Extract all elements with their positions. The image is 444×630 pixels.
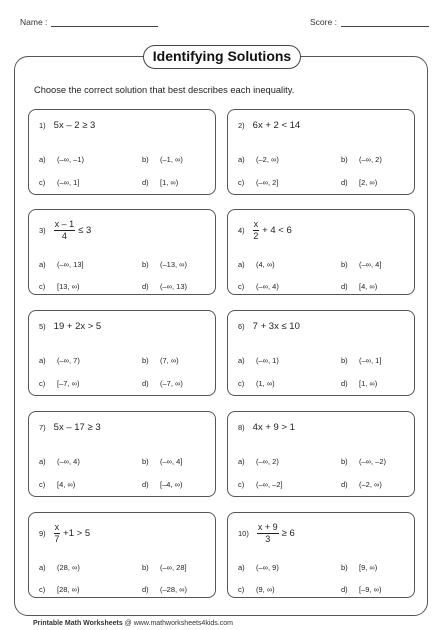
option-d[interactable] [341, 282, 377, 291]
inequality-expression [253, 321, 300, 332]
problem-number: 9) [39, 528, 46, 538]
fraction [257, 523, 279, 544]
option-c[interactable] [39, 480, 75, 489]
option-value: (–∞, 1] [359, 356, 382, 365]
option-letter: d) [142, 585, 149, 594]
fraction-denominator: 2 [253, 230, 259, 241]
footer-url: @ www.mathworksheets4kids.com [122, 620, 233, 627]
option-value: (–∞, 2] [256, 178, 279, 187]
option-letter: d) [142, 282, 149, 291]
fraction-denominator: 3 [265, 533, 271, 544]
option-c[interactable] [238, 585, 275, 594]
name-label: Name : [20, 17, 48, 27]
option-value: (–∞, 7) [57, 356, 80, 365]
inequality-rest: +1 > 5 [63, 527, 91, 539]
option-value: [1, ∞) [160, 178, 179, 187]
option-letter: b) [341, 260, 348, 269]
problem-question [238, 215, 408, 245]
problem-card [28, 109, 216, 195]
option-d[interactable] [341, 480, 382, 489]
problem-number: 4) [238, 225, 245, 235]
option-value: (–∞, 28] [160, 563, 187, 572]
fraction-numerator: x – 1 [54, 218, 75, 229]
option-value: (–∞, 4] [160, 457, 183, 466]
fraction [54, 523, 61, 544]
option-value: (–∞, –2] [256, 480, 283, 489]
problem-card [227, 512, 415, 598]
option-value: (–28, ∞) [160, 585, 188, 594]
problem-question [238, 412, 408, 442]
inequality-text: 4x + 9 > 1 [252, 421, 295, 433]
fraction-denominator: 7 [54, 533, 60, 544]
instructions: Choose the correct solution that best describes each inequality. [34, 85, 295, 95]
problem-card [227, 109, 415, 195]
option-value: (–∞, –1) [57, 155, 85, 164]
problem-number: 6) [238, 321, 245, 331]
option-letter: b) [142, 457, 149, 466]
option-letter: c) [39, 178, 46, 187]
option-d[interactable] [142, 379, 183, 388]
option-value: [28, ∞) [57, 585, 80, 594]
option-value: (–∞, 2) [359, 155, 382, 164]
page-title: Identifying Solutions [143, 45, 301, 69]
option-letter: c) [238, 379, 245, 388]
option-d[interactable] [142, 178, 178, 187]
option-value: (1, ∞) [256, 379, 275, 388]
option-letter: c) [39, 480, 46, 489]
inequality-expression [253, 422, 295, 433]
option-a[interactable] [238, 563, 279, 572]
option-letter: c) [238, 480, 245, 489]
option-a[interactable] [238, 155, 279, 164]
footer [33, 620, 233, 627]
option-letter: b) [142, 563, 149, 572]
score-field[interactable] [310, 17, 429, 27]
option-letter: b) [142, 155, 149, 164]
fraction [253, 220, 260, 241]
option-d[interactable] [341, 178, 377, 187]
option-value: [–9, ∞) [359, 585, 382, 594]
fraction-numerator: x + 9 [257, 521, 278, 532]
option-letter: d) [341, 585, 348, 594]
option-letter: d) [341, 379, 348, 388]
option-a[interactable] [39, 563, 80, 572]
problem-card [28, 310, 216, 396]
problem-question [39, 110, 209, 140]
option-letter: a) [39, 356, 46, 365]
problem-number: 5) [39, 321, 46, 331]
option-letter: a) [238, 457, 245, 466]
option-a[interactable] [238, 356, 279, 365]
option-value: [–4, ∞) [160, 480, 183, 489]
option-d[interactable] [341, 585, 381, 594]
option-letter: d) [142, 379, 149, 388]
problem-card [28, 512, 216, 598]
option-letter: d) [142, 480, 149, 489]
option-b[interactable] [341, 563, 377, 572]
inequality-expression [253, 220, 292, 241]
option-value: [2, ∞) [359, 178, 378, 187]
option-value: (–2, ∞) [256, 155, 279, 164]
option-letter: c) [238, 585, 245, 594]
inequality-expression [54, 422, 101, 433]
option-b[interactable] [341, 457, 386, 466]
inequality-text: 6x + 2 < 14 [252, 119, 301, 131]
fraction-denominator: 4 [61, 230, 67, 241]
option-a[interactable] [39, 260, 84, 269]
option-b[interactable] [341, 260, 381, 269]
option-value: [1, ∞) [359, 379, 378, 388]
fraction [54, 220, 76, 241]
option-letter: c) [39, 379, 46, 388]
option-d[interactable] [142, 480, 182, 489]
inequality-expression [54, 120, 96, 131]
option-value: (–∞, 4] [359, 260, 382, 269]
option-d[interactable] [142, 282, 187, 291]
option-value: (7, ∞) [160, 356, 179, 365]
inequality-text: 5x – 2 ≥ 3 [53, 119, 96, 131]
option-c[interactable] [39, 178, 79, 187]
name-line[interactable] [51, 18, 158, 27]
option-letter: c) [39, 585, 46, 594]
option-a[interactable] [39, 155, 84, 164]
option-b[interactable] [142, 563, 187, 572]
option-value: (–2, ∞) [359, 480, 382, 489]
problem-card [227, 310, 415, 396]
option-value: (–13, ∞) [160, 260, 188, 269]
score-line[interactable] [341, 18, 429, 27]
option-value: [9, ∞) [359, 563, 378, 572]
option-value: (9, ∞) [256, 585, 275, 594]
problem-card [28, 209, 216, 295]
inequality-text: 7 + 3x ≤ 10 [252, 320, 300, 332]
problem-card [227, 209, 415, 295]
option-value: [–7, ∞) [57, 379, 80, 388]
option-letter: b) [142, 260, 149, 269]
option-c[interactable] [39, 585, 79, 594]
option-letter: a) [39, 260, 46, 269]
option-value: (28, ∞) [57, 563, 80, 572]
option-letter: b) [341, 356, 348, 365]
option-a[interactable] [238, 457, 279, 466]
option-value: (–1, ∞) [160, 155, 183, 164]
option-c[interactable] [39, 282, 79, 291]
fraction-numerator: x [253, 218, 259, 229]
option-letter: a) [39, 155, 46, 164]
problem-number: 7) [39, 422, 46, 432]
option-b[interactable] [341, 155, 382, 164]
problem-card [227, 411, 415, 497]
option-c[interactable] [238, 379, 275, 388]
option-b[interactable] [142, 356, 179, 365]
problem-number: 3) [39, 225, 46, 235]
option-value: (–∞, 13) [160, 282, 188, 291]
inequality-expression [257, 523, 295, 544]
option-b[interactable] [142, 260, 187, 269]
option-letter: d) [341, 282, 348, 291]
option-letter: c) [238, 282, 245, 291]
option-value: (–7, ∞) [160, 379, 183, 388]
problem-number: 1) [39, 120, 46, 130]
option-letter: a) [39, 563, 46, 572]
problem-number: 8) [238, 422, 245, 432]
problem-question [39, 412, 209, 442]
option-value: (–∞, 4) [256, 282, 279, 291]
option-letter: d) [341, 178, 348, 187]
score-label: Score : [310, 17, 337, 27]
option-d[interactable] [142, 585, 187, 594]
inequality-rest: ≥ 6 [281, 527, 295, 539]
option-letter: d) [142, 178, 149, 187]
inequality-expression [253, 120, 301, 131]
option-value: (–∞, –2) [359, 457, 387, 466]
option-letter: b) [142, 356, 149, 365]
option-b[interactable] [142, 155, 183, 164]
inequality-expression [54, 321, 102, 332]
option-value: [4, ∞) [359, 282, 378, 291]
option-value: (–∞, 1] [57, 178, 80, 187]
problem-question [39, 311, 209, 341]
option-value: (4, ∞) [256, 260, 275, 269]
option-letter: a) [238, 563, 245, 572]
option-d[interactable] [341, 379, 377, 388]
problem-question [238, 110, 408, 140]
option-letter: b) [341, 155, 348, 164]
option-letter: a) [238, 260, 245, 269]
option-letter: d) [341, 480, 348, 489]
option-b[interactable] [341, 356, 381, 365]
option-letter: a) [238, 356, 245, 365]
option-value: [13, ∞) [57, 282, 80, 291]
option-letter: a) [238, 155, 245, 164]
option-c[interactable] [238, 282, 279, 291]
option-letter: c) [39, 282, 46, 291]
problem-question [39, 215, 209, 245]
inequality-expression [54, 523, 90, 544]
footer-brand: Printable Math Worksheets [33, 620, 123, 627]
option-c[interactable] [39, 379, 79, 388]
problem-card [28, 411, 216, 497]
option-letter: b) [341, 457, 348, 466]
option-c[interactable] [238, 178, 278, 187]
option-b[interactable] [142, 457, 182, 466]
inequality-text: 19 + 2x > 5 [53, 320, 102, 332]
option-value: (–∞, 1) [256, 356, 279, 365]
option-value: (–∞, 4) [57, 457, 80, 466]
option-letter: a) [39, 457, 46, 466]
option-c[interactable] [238, 480, 283, 489]
problem-number: 10) [238, 528, 249, 538]
fraction-numerator: x [54, 521, 60, 532]
inequality-expression [54, 220, 92, 241]
inequality-rest: ≤ 3 [78, 224, 92, 236]
inequality-text: 5x – 17 ≥ 3 [53, 421, 101, 433]
option-value: (–∞, 13] [57, 260, 84, 269]
option-a[interactable] [39, 356, 80, 365]
option-value: [4, ∞) [57, 480, 76, 489]
inequality-rest: + 4 < 6 [262, 224, 292, 236]
name-field[interactable] [20, 17, 158, 27]
option-a[interactable] [238, 260, 275, 269]
problem-question [238, 311, 408, 341]
problem-question [238, 518, 408, 548]
problem-number: 2) [238, 120, 245, 130]
option-value: (–∞, 2) [256, 457, 279, 466]
option-value: (–∞, 9) [256, 563, 279, 572]
option-letter: b) [341, 563, 348, 572]
option-a[interactable] [39, 457, 80, 466]
option-letter: c) [238, 178, 245, 187]
problem-question [39, 518, 209, 548]
